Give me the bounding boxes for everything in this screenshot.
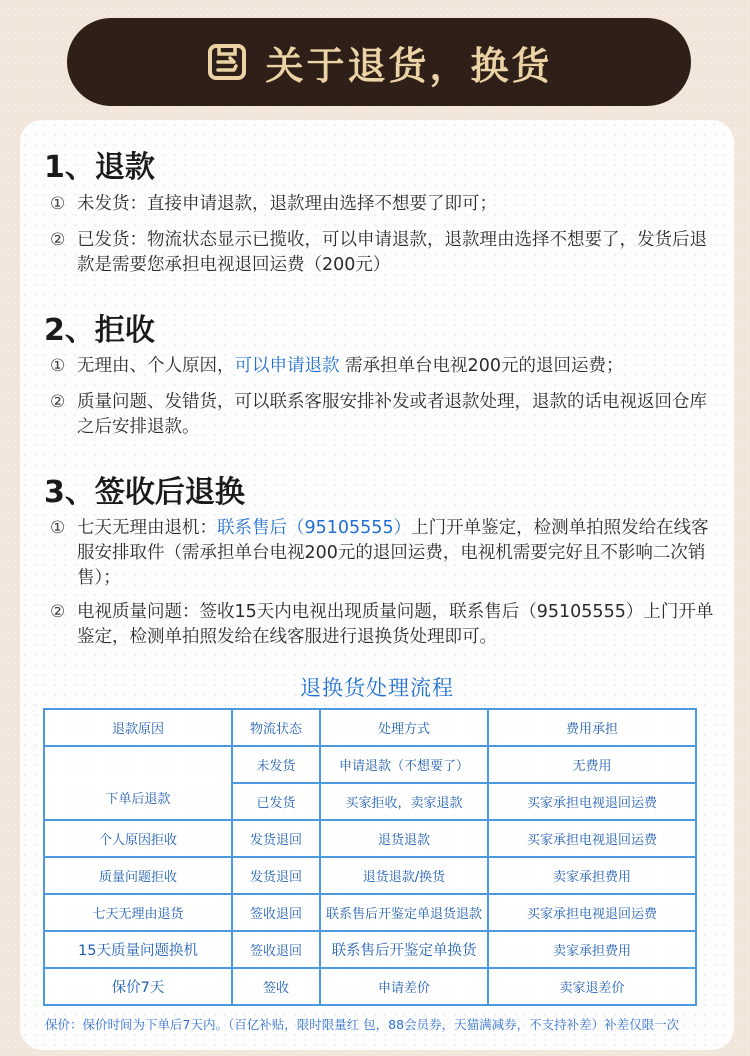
section-title-refund: 1、退款	[44, 150, 155, 185]
table-cell: 签收退回	[232, 894, 320, 931]
table-cell: 卖家退差价	[488, 968, 696, 1005]
table-cell: 个人原因拒收	[44, 820, 232, 857]
table-cell: 发货退回	[232, 857, 320, 894]
table-cell: 未发货	[232, 746, 320, 783]
table-row	[44, 820, 696, 857]
table-cell: 退货退款	[320, 820, 488, 857]
content-card	[20, 120, 734, 1050]
list-item	[50, 516, 720, 591]
table-row	[44, 894, 696, 931]
item-number: ②	[50, 602, 66, 622]
table-row	[44, 968, 696, 1005]
table-header-cell: 物流状态	[232, 709, 320, 746]
table-header-row	[44, 709, 696, 746]
page-header	[67, 18, 691, 106]
table-cell: 15天质量问题换机	[44, 931, 232, 968]
table-cell: 退货退款/换货	[320, 857, 488, 894]
table-cell: 保价7天	[44, 968, 232, 1005]
table-cell-merged-reason: 下单后退款	[44, 746, 232, 820]
table-header-cell: 处理方式	[320, 709, 488, 746]
table-cell: 买家承担电视退回运费	[488, 783, 696, 820]
table-cell: 已发货	[232, 783, 320, 820]
list-item	[50, 228, 720, 278]
page-title: 关于退货，换货	[265, 43, 553, 88]
section-title-reject: 2、拒收	[44, 313, 155, 348]
item-text: 电视质量问题：签收15天内电视出现质量问题，联系售后（95105555）上门开单鉴定，检测单拍照发给在线客服进行退换货处理即可。	[77, 602, 714, 647]
table-cell: 七天无理由退货	[44, 894, 232, 931]
apply-refund-link[interactable]: 可以申请退款	[234, 356, 340, 376]
table-cell: 买家承担电视退回运费	[488, 820, 696, 857]
table-cell: 联系售后开鉴定单退货退款	[320, 894, 488, 931]
flow-table	[43, 708, 697, 1006]
table-cell: 联系售后开鉴定单换货	[320, 931, 488, 968]
table-row	[44, 857, 696, 894]
item-number: ①	[50, 356, 66, 376]
table-row	[44, 931, 696, 968]
item-text: 未发货：直接申请退款，退款理由选择不想要了即可；	[77, 194, 497, 214]
item-number: ①	[50, 194, 66, 214]
table-cell: 申请退款（不想要了）	[320, 746, 488, 783]
item-text: 七天无理由退机：联系售后（95105555）上门开单鉴定，检测单拍照发给在线客服安排取件（需承担单台电视200元的退回运费，电视机需要完好且不影响二次销售）；	[77, 518, 709, 588]
table-cell: 无费用	[488, 746, 696, 783]
table-header-cell: 费用承担	[488, 709, 696, 746]
table-cell: 申请差价	[320, 968, 488, 1005]
item-number: ②	[50, 392, 66, 412]
table-header-cell: 退款原因	[44, 709, 232, 746]
price-protection-note: 保价：保价时间为下单后7天内。（百亿补贴，限时限量红 包，88会员券，天猫满减券，不支持补差）补差仅限一次	[45, 1017, 680, 1032]
item-number: ①	[50, 518, 66, 538]
item-text: 无理由、个人原因，可以申请退款 需承担单台电视200元的退回运费；	[77, 356, 624, 376]
table-cell: 卖家承担费用	[488, 857, 696, 894]
list-item	[50, 354, 720, 379]
item-text: 质量问题、发错货，可以联系客服安排补发或者退款处理，退款的话电视返回仓库之后安排退款。	[77, 392, 707, 437]
table-cell: 买家承担电视退回运费	[488, 894, 696, 931]
table-row	[44, 746, 696, 783]
contact-aftersale-link[interactable]: 联系售后（95105555）	[217, 518, 412, 538]
table-cell: 签收	[232, 968, 320, 1005]
item-number: ②	[50, 230, 66, 250]
list-item	[50, 192, 720, 217]
table-cell: 质量问题拒收	[44, 857, 232, 894]
table-cell: 签收退回	[232, 931, 320, 968]
return-box-icon	[205, 40, 249, 84]
table-cell: 发货退回	[232, 820, 320, 857]
table-cell: 卖家承担费用	[488, 931, 696, 968]
table-cell: 买家拒收，卖家退款	[320, 783, 488, 820]
item-text: 已发货：物流状态显示已揽收，可以申请退款，退款理由选择不想要了，发货后退款是需要您承担电视退回运费（200元）	[77, 230, 707, 275]
list-item	[50, 390, 720, 440]
list-item	[50, 600, 720, 650]
section-title-after-sign: 3、签收后退换	[44, 475, 245, 510]
flow-title: 退换货处理流程	[300, 676, 454, 700]
